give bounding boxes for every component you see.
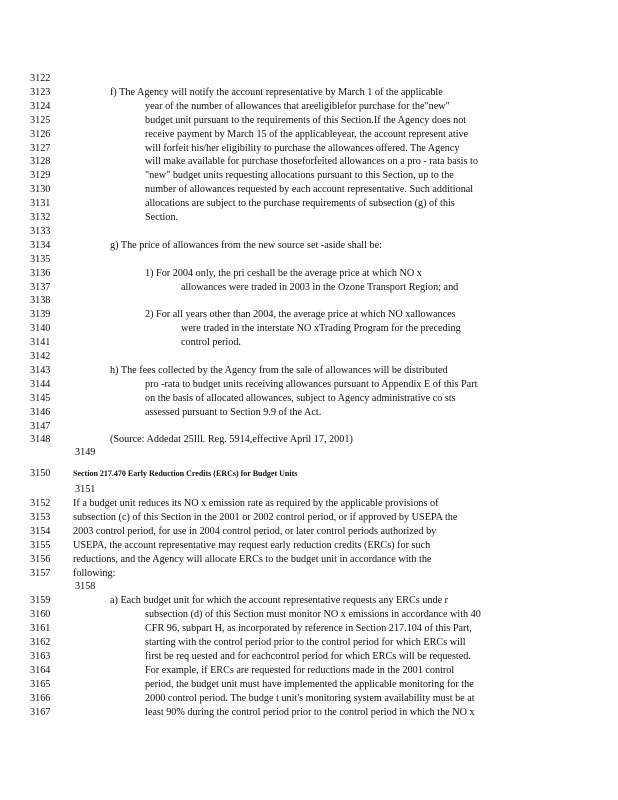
text-line: will forfeit his/her eligibility to purchase the allowances offered. The Agency <box>145 142 460 154</box>
text-line: control period. <box>181 337 241 349</box>
line-number: 3155 <box>30 539 51 551</box>
line-number: 3152 <box>30 498 51 509</box>
text-line: were traded in the interstate NO xTrading Program for the preceding <box>181 323 461 335</box>
line-number: 3150 <box>30 468 51 480</box>
line-number: 3122 <box>30 73 51 84</box>
line-number: 3124 <box>30 100 51 112</box>
line-number: 3123 <box>30 86 51 98</box>
line-number: 3163 <box>30 650 51 662</box>
text-line: starting with the control period prior to the control period for which ERCs will <box>145 637 466 648</box>
text-line: on the basis of allocated allowances, subject to Agency administrative co sts <box>145 392 456 404</box>
line-number: 3158 <box>75 581 96 593</box>
line-number: 3167 <box>30 706 51 718</box>
text-line: 2) For all years other than 2004, the average price at which NO xallowances <box>145 309 456 321</box>
line-number: 3162 <box>30 637 51 648</box>
text-line: "new" budget units requesting allocations pursuant to this Section, up to the <box>145 170 454 182</box>
text-line: h) The fees collected by the Agency from the sale of allowances will be distributed <box>110 364 448 376</box>
text-line: f) The Agency will notify the account representative by March 1 of the applicable <box>110 86 443 98</box>
line-number: 3132 <box>30 212 51 223</box>
line-number: 3140 <box>30 323 51 335</box>
line-number: 3125 <box>30 114 51 126</box>
line-number: 3141 <box>30 337 51 349</box>
line-number: 3128 <box>30 156 51 168</box>
line-number: 3138 <box>30 295 51 307</box>
line-number: 3165 <box>30 678 51 690</box>
text-line: period, the budget unit must have implemented the applicable monitoring for the <box>145 678 474 690</box>
line-number: 3145 <box>30 392 51 404</box>
text-line: assessed pursuant to Section 9.9 of the Act. <box>145 406 322 418</box>
line-number: 3151 <box>75 484 96 496</box>
text-line: least 90% during the control period prior to the control period in which the NO x <box>145 706 475 718</box>
text-line: USEPA, the account representative may request early reduction credits (ERCs) for such <box>73 539 431 551</box>
text-line: first be req uested and for eachcontrol period for which ERCs will be requested. <box>145 650 471 662</box>
line-number: 3166 <box>30 692 51 704</box>
text-line: If a budget unit reduces its NO x emission rate as required by the applicable provisions of <box>73 498 439 509</box>
text-line: 2003 control period, for use in 2004 control period, or later control periods authorized by <box>73 525 437 537</box>
text-line: Section. <box>145 212 179 223</box>
text-line: subsection (c) of this Section in the 2001 or 2002 control period, or if approved by USEPA the <box>73 511 458 523</box>
text-line: following: <box>73 567 116 579</box>
text-line: year of the number of allowances that areeligiblefor purchase for the"new" <box>145 100 450 112</box>
line-number: 3147 <box>30 420 51 432</box>
line-number: 3142 <box>30 351 51 362</box>
text-line: will make available for purchase thoseforfeited allowances on a pro - rata basis to <box>145 156 478 168</box>
line-number: 3149 <box>75 447 96 459</box>
text-line: pro -rata to budget units receiving allowances pursuant to Appendix E of this Part <box>145 378 478 390</box>
text-line: allowances were traded in 2003 in the Ozone Transport Region; and <box>181 281 459 293</box>
line-number: 3160 <box>30 609 51 621</box>
text-line: receive payment by March 15 of the applicableyear, the account represent ative <box>145 128 469 140</box>
line-number: 3154 <box>30 525 51 537</box>
text-line: allocations are subject to the purchase requirements of subsection (g) of this <box>145 198 455 210</box>
line-number: 3136 <box>30 267 51 279</box>
text-line: subsection (d) of this Section must monitor NO x emissions in accordance with 40 <box>145 609 481 621</box>
line-number: 3153 <box>30 511 51 523</box>
section-heading: Section 217.470 Early Reduction Credits (ERCs) for Budget Units <box>73 469 298 479</box>
text-line: reductions, and the Agency will allocate ERCs to the budget unit in accordance with the <box>73 553 432 565</box>
line-number: 3131 <box>30 198 51 210</box>
line-number: 3135 <box>30 253 51 265</box>
text-line: budget unit pursuant to the requirements of this Section.If the Agency does not <box>145 114 467 126</box>
line-number: 3127 <box>30 142 51 154</box>
text-line: 2000 control period. The budge t unit's monitoring system availability must be at <box>145 692 475 704</box>
text-line: CFR 96, subpart H, as incorporated by reference in Section 217.104 of this Part, <box>145 623 472 635</box>
line-number: 3126 <box>30 128 51 140</box>
line-number: 3148 <box>30 434 51 446</box>
line-number: 3164 <box>30 664 51 676</box>
text-line: (Source: Addedat 25Ill. Reg. 5914,effective April 17, 2001) <box>110 434 353 446</box>
text-line: g) The price of allowances from the new source set -aside shall be: <box>110 239 382 251</box>
text-line: For example, if ERCs are requested for reductions made in the 2001 control <box>145 664 455 676</box>
text-line: 1) For 2004 only, the pri ceshall be the average price at which NO x <box>145 267 422 279</box>
line-number: 3144 <box>30 378 51 390</box>
text-line: a) Each budget unit for which the account representative requests any ERCs unde r <box>110 595 449 607</box>
line-number: 3161 <box>30 623 51 635</box>
line-number: 3133 <box>30 225 51 237</box>
line-number: 3157 <box>30 567 51 579</box>
line-number: 3156 <box>30 553 51 565</box>
line-number: 3139 <box>30 309 51 321</box>
line-number: 3129 <box>30 170 51 182</box>
text-line: number of allowances requested by each account representative. Such additional <box>145 184 474 196</box>
line-number: 3137 <box>30 281 51 293</box>
line-number: 3143 <box>30 364 51 376</box>
line-number: 3159 <box>30 595 51 607</box>
line-number: 3146 <box>30 406 51 418</box>
line-number: 3130 <box>30 184 51 196</box>
line-number: 3134 <box>30 239 51 251</box>
